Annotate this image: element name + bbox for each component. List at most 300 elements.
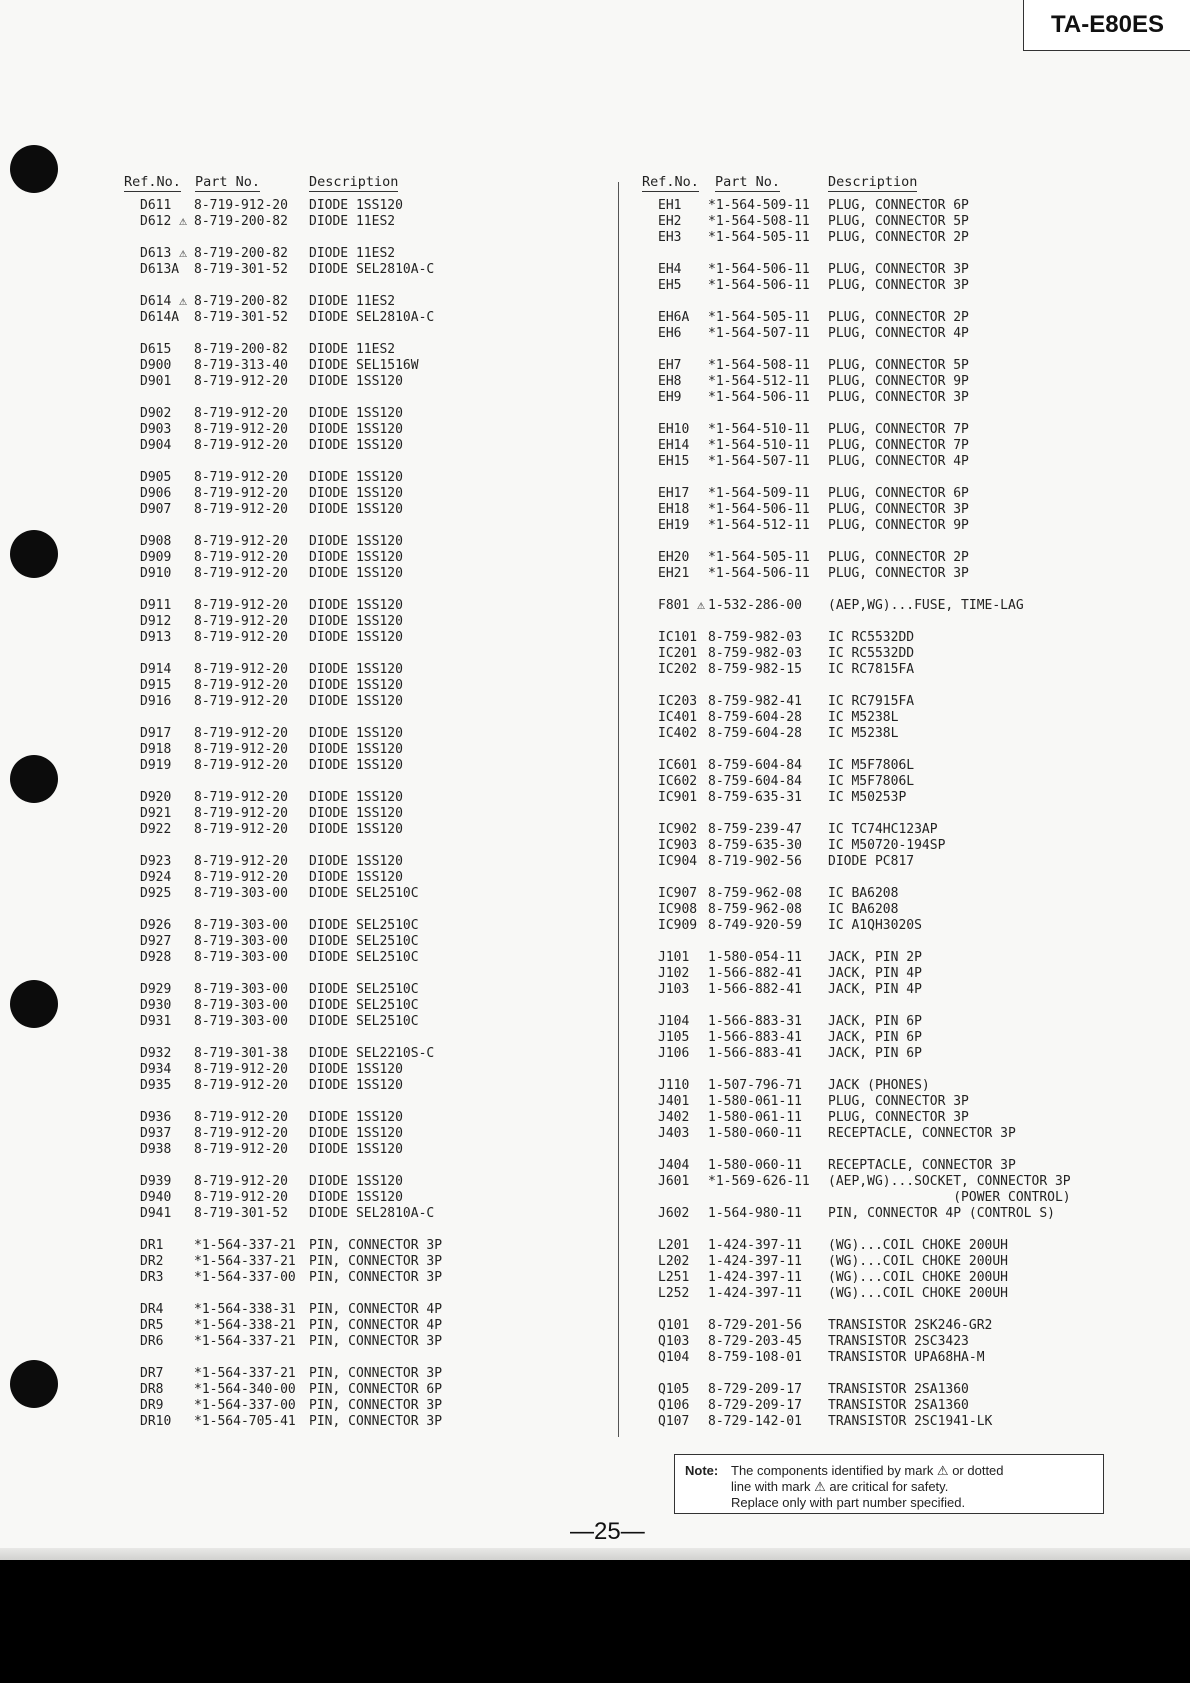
ref-no-cell: EH6 <box>658 326 682 341</box>
description-cell: (WG)...COIL CHOKE 200UH <box>828 1286 1009 1301</box>
description-cell: PIN, CONNECTOR 3P <box>309 1334 443 1349</box>
part-no-cell: 8-719-303-00 <box>194 934 288 949</box>
parts-row <box>642 1382 1102 1398</box>
part-no-cell: 8-719-303-00 <box>194 1014 288 1029</box>
description-cell: IC M5F7806L <box>828 758 915 773</box>
parts-row <box>124 1302 594 1318</box>
ref-no-cell: D911 <box>140 598 172 613</box>
ref-no-cell: D902 <box>140 406 172 421</box>
parts-row <box>642 1174 1102 1190</box>
parts-row <box>124 1238 594 1254</box>
parts-row <box>124 870 594 886</box>
description-cell: PIN, CONNECTOR 3P <box>309 1270 443 1285</box>
ref-no-cell: D906 <box>140 486 172 501</box>
parts-group <box>124 198 594 230</box>
parts-row <box>124 1414 594 1430</box>
ref-no-cell: D922 <box>140 822 172 837</box>
part-no-cell: 8-759-604-84 <box>708 774 802 789</box>
ref-no-cell: EH2 <box>658 214 682 229</box>
description-cell: IC M5238L <box>828 726 899 741</box>
part-no-cell: 8-719-912-20 <box>194 534 288 549</box>
description-cell: JACK (PHONES) <box>828 1078 930 1093</box>
parts-group <box>642 950 1102 998</box>
description-cell: JACK, PIN 6P <box>828 1014 922 1029</box>
parts-row <box>642 374 1102 390</box>
parts-group <box>124 790 594 838</box>
description-cell: PLUG, CONNECTOR 4P <box>828 454 969 469</box>
description-cell: TRANSISTOR UPA68HA-M <box>828 1350 985 1365</box>
ref-no-cell: F801 ⚠ <box>658 598 705 613</box>
ref-no-cell: D932 <box>140 1046 172 1061</box>
description-cell: IC RC7915FA <box>828 694 915 709</box>
ref-no-cell: IC901 <box>658 790 698 805</box>
ref-no-cell: Q104 <box>658 1350 690 1365</box>
description-cell: JACK, PIN 6P <box>828 1030 922 1045</box>
parts-row <box>124 1270 594 1286</box>
part-no-cell: 8-719-912-20 <box>194 1110 288 1125</box>
parts-row <box>124 1206 594 1222</box>
part-no-cell: 8-759-604-84 <box>708 758 802 773</box>
parts-group <box>124 918 594 966</box>
description-cell: DIODE 11ES2 <box>309 342 396 357</box>
parts-row <box>124 550 594 566</box>
part-no-cell: 8-719-912-20 <box>194 854 288 869</box>
ref-no-cell: J402 <box>658 1110 690 1125</box>
description-cell: JACK, PIN 4P <box>828 966 922 981</box>
parts-row <box>124 1190 594 1206</box>
ref-no-cell: IC601 <box>658 758 698 773</box>
description-cell: IC RC5532DD <box>828 646 915 661</box>
parts-row <box>124 1398 594 1414</box>
parts-group <box>124 1046 594 1094</box>
description-cell: DIODE 1SS120 <box>309 726 403 741</box>
parts-row <box>642 854 1102 870</box>
parts-group <box>642 1078 1102 1142</box>
ref-no-cell: D611 <box>140 198 172 213</box>
description-cell: TRANSISTOR 2SC3423 <box>828 1334 969 1349</box>
ref-no-cell: D939 <box>140 1174 172 1189</box>
parts-row <box>124 1126 594 1142</box>
ref-no-cell: J404 <box>658 1158 690 1173</box>
ref-no-cell: D934 <box>140 1062 172 1077</box>
parts-row <box>642 726 1102 742</box>
part-no-cell: 8-759-604-28 <box>708 710 802 725</box>
part-no-cell: 8-719-303-00 <box>194 950 288 965</box>
ref-no-cell: IC203 <box>658 694 698 709</box>
parts-row <box>124 630 594 646</box>
header-part-no: Part No. <box>195 174 261 190</box>
part-no-cell: 8-759-635-31 <box>708 790 802 805</box>
parts-column-left <box>124 174 594 1446</box>
parts-group <box>642 822 1102 870</box>
part-no-cell: *1-564-508-11 <box>708 358 810 373</box>
description-cell: DIODE SEL2510C <box>309 918 419 933</box>
part-no-cell: 8-719-912-20 <box>194 1142 288 1157</box>
description-cell: DIODE SEL2510C <box>309 886 419 901</box>
part-no-cell: 8-719-200-82 <box>194 342 288 357</box>
parts-row <box>124 806 594 822</box>
ref-no-cell: D920 <box>140 790 172 805</box>
part-no-cell: 1-564-980-11 <box>708 1206 802 1221</box>
description-cell: DIODE 1SS120 <box>309 550 403 565</box>
header-part-no: Part No. <box>715 174 781 190</box>
part-no-cell: *1-564-506-11 <box>708 502 810 517</box>
part-no-cell: 8-719-313-40 <box>194 358 288 373</box>
ref-no-cell: D612 ⚠ <box>140 214 187 229</box>
description-cell: IC A1QH3020S <box>828 918 922 933</box>
parts-row <box>642 518 1102 534</box>
parts-row <box>642 1334 1102 1350</box>
part-no-cell: 8-719-912-20 <box>194 726 288 741</box>
ref-no-cell: EH10 <box>658 422 690 437</box>
column-header <box>642 174 1102 198</box>
part-no-cell: 1-566-882-41 <box>708 966 802 981</box>
parts-row <box>124 1366 594 1382</box>
parts-row <box>124 678 594 694</box>
ref-no-cell: L201 <box>658 1238 690 1253</box>
description-cell: DIODE 1SS120 <box>309 1190 403 1205</box>
ref-no-cell: J106 <box>658 1046 690 1061</box>
description-cell: DIODE 1SS120 <box>309 662 403 677</box>
parts-row <box>642 358 1102 374</box>
description-cell: PIN, CONNECTOR 6P <box>309 1382 443 1397</box>
ref-no-cell: DR3 <box>140 1270 164 1285</box>
parts-row <box>642 1254 1102 1270</box>
part-no-cell: *1-564-510-11 <box>708 438 810 453</box>
description-cell: DIODE 11ES2 <box>309 214 396 229</box>
description-cell: DIODE 1SS120 <box>309 566 403 581</box>
parts-row <box>642 1286 1102 1302</box>
part-no-cell: *1-564-337-21 <box>194 1238 296 1253</box>
parts-row <box>642 310 1102 326</box>
part-no-cell: *1-569-626-11 <box>708 1174 810 1189</box>
part-no-cell: 8-719-200-82 <box>194 246 288 261</box>
parts-row <box>124 758 594 774</box>
ref-no-cell: IC908 <box>658 902 698 917</box>
ref-no-cell: D614A <box>140 310 180 325</box>
part-no-cell: 1-566-883-41 <box>708 1030 802 1045</box>
parts-row <box>642 422 1102 438</box>
ref-no-cell: D615 <box>140 342 172 357</box>
parts-group <box>124 294 594 326</box>
part-no-cell: 8-719-912-20 <box>194 374 288 389</box>
part-no-cell: 1-424-397-11 <box>708 1254 802 1269</box>
parts-group <box>124 854 594 902</box>
description-cell: DIODE 1SS120 <box>309 806 403 821</box>
ref-no-cell: D901 <box>140 374 172 389</box>
parts-row <box>124 1046 594 1062</box>
part-no-cell: 8-759-108-01 <box>708 1350 802 1365</box>
part-no-cell: 8-719-912-20 <box>194 790 288 805</box>
model-title: TA-E80ES <box>1051 11 1164 38</box>
ref-no-cell: D931 <box>140 1014 172 1029</box>
description-cell: DIODE 1SS120 <box>309 1110 403 1125</box>
part-no-cell: 8-719-912-20 <box>194 198 288 213</box>
parts-row <box>642 1398 1102 1414</box>
parts-row <box>642 646 1102 662</box>
part-no-cell: 1-424-397-11 <box>708 1286 802 1301</box>
parts-row <box>642 502 1102 518</box>
part-no-cell: *1-564-506-11 <box>708 278 810 293</box>
ref-no-cell: D927 <box>140 934 172 949</box>
ref-no-cell: DR10 <box>140 1414 172 1429</box>
ref-no-cell: Q105 <box>658 1382 690 1397</box>
description-cell: TRANSISTOR 2SK246-GR2 <box>828 1318 993 1333</box>
ref-no-cell: DR1 <box>140 1238 164 1253</box>
parts-row <box>642 1350 1102 1366</box>
description-cell: DIODE 1SS120 <box>309 422 403 437</box>
ref-no-cell: D905 <box>140 470 172 485</box>
description-cell: PIN, CONNECTOR 4P <box>309 1302 443 1317</box>
parts-row <box>124 358 594 374</box>
parts-row <box>642 902 1102 918</box>
ref-no-cell: D938 <box>140 1142 172 1157</box>
description-cell: PLUG, CONNECTOR 2P <box>828 550 969 565</box>
part-no-cell: 8-719-912-20 <box>194 694 288 709</box>
parts-group <box>124 662 594 710</box>
parts-row <box>642 1094 1102 1110</box>
ref-no-cell: D929 <box>140 982 172 997</box>
part-no-cell: 8-759-982-41 <box>708 694 802 709</box>
description-cell: PLUG, CONNECTOR 7P <box>828 422 969 437</box>
ref-no-cell: DR5 <box>140 1318 164 1333</box>
ref-no-cell: D924 <box>140 870 172 885</box>
description-cell: DIODE 1SS120 <box>309 694 403 709</box>
description-cell: (WG)...COIL CHOKE 200UH <box>828 1254 1009 1269</box>
parts-group <box>642 1318 1102 1366</box>
parts-row <box>124 534 594 550</box>
parts-row <box>124 1334 594 1350</box>
part-no-cell: 8-759-962-08 <box>708 886 802 901</box>
parts-row <box>124 1062 594 1078</box>
ref-no-cell: DR9 <box>140 1398 164 1413</box>
part-no-cell: 8-719-912-20 <box>194 1126 288 1141</box>
parts-row <box>642 982 1102 998</box>
parts-row <box>642 662 1102 678</box>
parts-group <box>642 758 1102 806</box>
parts-row <box>642 1030 1102 1046</box>
parts-row <box>124 598 594 614</box>
description-cell: RECEPTACLE, CONNECTOR 3P <box>828 1158 1016 1173</box>
description-cell: JACK, PIN 2P <box>828 950 922 965</box>
parts-row <box>124 422 594 438</box>
ref-no-cell: D915 <box>140 678 172 693</box>
binder-hole <box>10 1360 58 1408</box>
ref-no-cell: Q106 <box>658 1398 690 1413</box>
ref-no-cell: Q107 <box>658 1414 690 1429</box>
ref-no-cell: D613A <box>140 262 180 277</box>
ref-no-cell: Q103 <box>658 1334 690 1349</box>
part-no-cell: 1-424-397-11 <box>708 1270 802 1285</box>
part-no-cell: 8-729-209-17 <box>708 1398 802 1413</box>
parts-row <box>642 790 1102 806</box>
parts-row <box>124 1318 594 1334</box>
header-description: Description <box>828 174 918 190</box>
description-cell: DIODE 1SS120 <box>309 678 403 693</box>
part-no-cell: 8-729-201-56 <box>708 1318 802 1333</box>
description-cell: PLUG, CONNECTOR 3P <box>828 390 969 405</box>
parts-group <box>642 198 1102 246</box>
description-cell: PIN, CONNECTOR 3P <box>309 1366 443 1381</box>
ref-no-cell: D936 <box>140 1110 172 1125</box>
part-no-cell: 8-719-912-20 <box>194 758 288 773</box>
description-cell: (WG)...COIL CHOKE 200UH <box>828 1238 1009 1253</box>
part-no-cell: 8-729-203-45 <box>708 1334 802 1349</box>
description-cell: PLUG, CONNECTOR 6P <box>828 198 969 213</box>
parts-group <box>124 246 594 278</box>
part-no-cell: *1-564-340-00 <box>194 1382 296 1397</box>
ref-no-cell: EH8 <box>658 374 682 389</box>
parts-row <box>642 950 1102 966</box>
ref-no-cell: EH15 <box>658 454 690 469</box>
parts-row <box>124 470 594 486</box>
header-description: Description <box>309 174 399 190</box>
part-no-cell: 8-719-301-52 <box>194 310 288 325</box>
description-cell: DIODE 1SS120 <box>309 470 403 485</box>
part-no-cell: 1-532-286-00 <box>708 598 802 613</box>
ref-no-cell: D918 <box>140 742 172 757</box>
parts-row <box>124 934 594 950</box>
parts-row <box>642 486 1102 502</box>
parts-row <box>124 950 594 966</box>
description-cell: PLUG, CONNECTOR 5P <box>828 358 969 373</box>
parts-group <box>124 406 594 454</box>
part-no-cell: 8-719-912-20 <box>194 566 288 581</box>
binder-hole <box>10 755 58 803</box>
parts-row <box>642 550 1102 566</box>
description-cell: DIODE 1SS120 <box>309 758 403 773</box>
part-no-cell: 8-719-912-20 <box>194 742 288 757</box>
part-no-cell: 1-424-397-11 <box>708 1238 802 1253</box>
description-cell: DIODE SEL2510C <box>309 934 419 949</box>
binder-hole <box>10 980 58 1028</box>
part-no-cell: *1-564-508-11 <box>708 214 810 229</box>
ref-no-cell: EH14 <box>658 438 690 453</box>
parts-group <box>642 310 1102 342</box>
description-cell: PLUG, CONNECTOR 7P <box>828 438 969 453</box>
part-no-cell: *1-564-509-11 <box>708 198 810 213</box>
description-cell: TRANSISTOR 2SA1360 <box>828 1398 969 1413</box>
description-cell: DIODE SEL2510C <box>309 998 419 1013</box>
parts-row <box>124 1110 594 1126</box>
description-cell: DIODE 1SS120 <box>309 630 403 645</box>
safety-note <box>674 1454 1104 1514</box>
description-cell: PLUG, CONNECTOR 2P <box>828 310 969 325</box>
part-no-cell: *1-564-506-11 <box>708 566 810 581</box>
description-cell: DIODE SEL1516W <box>309 358 419 373</box>
column-header <box>124 174 594 198</box>
description-cell: DIODE 1SS120 <box>309 742 403 757</box>
parts-row <box>642 230 1102 246</box>
part-no-cell: 8-719-912-20 <box>194 438 288 453</box>
description-cell: DIODE 1SS120 <box>309 598 403 613</box>
ref-no-cell: DR2 <box>140 1254 164 1269</box>
part-no-cell: 8-759-982-03 <box>708 630 802 645</box>
description-cell: IC BA6208 <box>828 902 899 917</box>
ref-no-cell: D613 ⚠ <box>140 246 187 261</box>
description-cell: TRANSISTOR 2SC1941-LK <box>828 1414 993 1429</box>
binder-hole <box>10 145 58 193</box>
parts-row <box>124 822 594 838</box>
ref-no-cell: D909 <box>140 550 172 565</box>
parts-row <box>124 790 594 806</box>
ref-no-cell: D935 <box>140 1078 172 1093</box>
scan-edge <box>0 1548 1190 1560</box>
ref-no-cell: DR6 <box>140 1334 164 1349</box>
description-cell: DIODE PC817 <box>828 854 915 869</box>
parts-group <box>124 1302 594 1350</box>
ref-no-cell: EH20 <box>658 550 690 565</box>
parts-row <box>124 438 594 454</box>
part-no-cell: 8-719-912-20 <box>194 678 288 693</box>
part-no-cell: *1-564-507-11 <box>708 454 810 469</box>
part-no-cell: 8-759-604-28 <box>708 726 802 741</box>
description-cell: DIODE 1SS120 <box>309 854 403 869</box>
part-no-cell: *1-564-505-11 <box>708 550 810 565</box>
ref-no-cell: D916 <box>140 694 172 709</box>
ref-no-cell: J104 <box>658 1014 690 1029</box>
parts-row <box>642 262 1102 278</box>
parts-row <box>642 278 1102 294</box>
part-no-cell: *1-564-506-11 <box>708 262 810 277</box>
description-cell: PLUG, CONNECTOR 3P <box>828 502 969 517</box>
part-no-cell: 1-566-883-41 <box>708 1046 802 1061</box>
description-cell: PLUG, CONNECTOR 4P <box>828 326 969 341</box>
parts-group <box>642 422 1102 470</box>
description-cell: PLUG, CONNECTOR 5P <box>828 214 969 229</box>
ref-no-cell: IC602 <box>658 774 698 789</box>
parts-group <box>124 470 594 518</box>
model-title-box <box>1023 0 1190 51</box>
ref-no-cell: D917 <box>140 726 172 741</box>
ref-no-cell: J105 <box>658 1030 690 1045</box>
ref-no-cell: L252 <box>658 1286 690 1301</box>
description-cell: IC RC7815FA <box>828 662 915 677</box>
ref-no-cell: EH17 <box>658 486 690 501</box>
part-no-cell: 8-719-912-20 <box>194 806 288 821</box>
ref-no-cell: D907 <box>140 502 172 517</box>
part-no-cell: 1-566-882-41 <box>708 982 802 997</box>
description-cell: PLUG, CONNECTOR 3P <box>828 1110 969 1125</box>
column-divider <box>618 182 619 1437</box>
description-cell: DIODE 1SS120 <box>309 870 403 885</box>
parts-row <box>124 262 594 278</box>
parts-row <box>642 918 1102 934</box>
parts-row <box>124 198 594 214</box>
ref-no-cell: EH6A <box>658 310 690 325</box>
parts-row <box>642 1270 1102 1286</box>
parts-row <box>642 630 1102 646</box>
parts-row <box>642 326 1102 342</box>
part-no-cell: *1-564-337-00 <box>194 1270 296 1285</box>
parts-group <box>642 1238 1102 1302</box>
description-cell: IC TC74HC123AP <box>828 822 938 837</box>
ref-no-cell: J110 <box>658 1078 690 1093</box>
ref-no-cell: Q101 <box>658 1318 690 1333</box>
parts-row <box>124 742 594 758</box>
part-no-cell: *1-564-337-00 <box>194 1398 296 1413</box>
parts-row <box>642 966 1102 982</box>
parts-row <box>124 1254 594 1270</box>
description-cell: IC M50720-194SP <box>828 838 946 853</box>
part-no-cell: 8-719-303-00 <box>194 886 288 901</box>
note-label: Note: <box>685 1463 719 1478</box>
parts-row <box>124 294 594 310</box>
part-no-cell: *1-564-705-41 <box>194 1414 296 1429</box>
part-no-cell: 8-749-920-59 <box>708 918 802 933</box>
description-cell: DIODE 1SS120 <box>309 1142 403 1157</box>
binder-hole <box>10 530 58 578</box>
